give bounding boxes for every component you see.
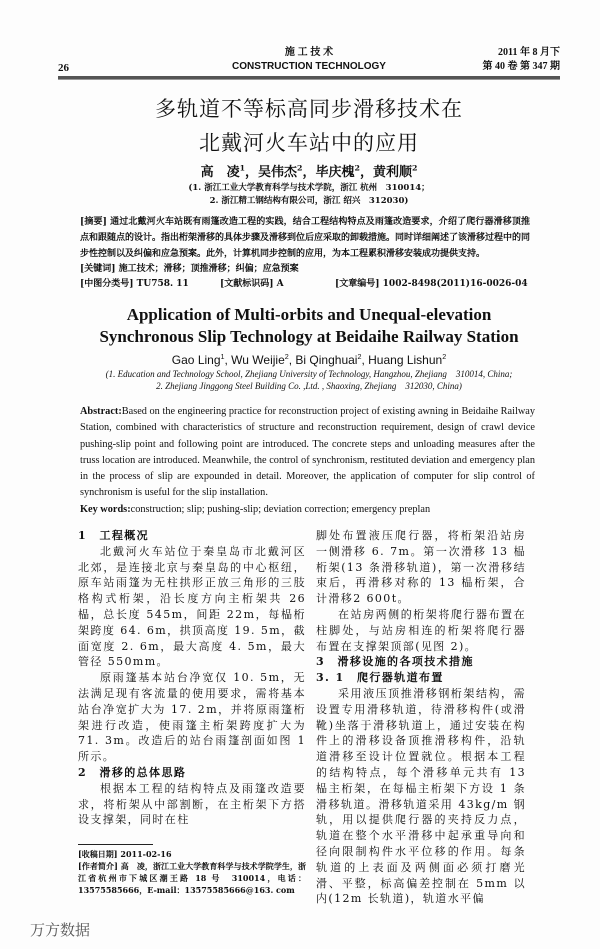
issue-volume: 第 40 卷 第 347 期 xyxy=(482,61,560,72)
abstract-en xyxy=(80,404,535,518)
section-heading: 2 滑移的总体思路 xyxy=(78,766,187,780)
author-sup: 2 xyxy=(357,352,362,361)
keywords-en-label: Key words: xyxy=(80,503,131,515)
keywords-cn-label: [关键词] xyxy=(80,264,116,274)
clc-label: [中图分类号] xyxy=(80,279,134,289)
abstract-en-text: Based on the engineering practice for reconstruction project of existing awning in Beidaihe Railway Station, combined with characteristics of structure and reconstruction requirement, design of crawl device pushing-slip point and following point are introduced. The concrete steps and unloading measures after the truss location are introduced. Meanwhile, the control of synchronism, restituted deviation and emergency plan in the process of slip are expounded in detail. Moreover, the application of computer for slip control of synchronism is useful for the slip installation. xyxy=(80,406,535,499)
author: 毕庆槐 xyxy=(315,165,355,180)
author-bio-label: [作者简介] xyxy=(78,861,118,872)
keywords-en-text: construction; slip; pushing-slip; deviation correction; emergency preplan xyxy=(130,503,431,515)
author: Wu Weijie xyxy=(231,353,285,367)
journal-name-cn: 施 工 技 术 xyxy=(284,47,334,58)
classification-row xyxy=(80,277,530,292)
title-en-line: Application of Multi-orbits and Unequal-elevation xyxy=(126,305,492,324)
author: Gao Ling xyxy=(171,353,221,367)
section-heading: 1 工程概况 xyxy=(78,529,150,543)
abstract-cn xyxy=(80,214,530,262)
author-bio: 高 凌，浙江工业大学教育科学与技术学院学生，浙江省杭州市下城区潮王路 18 号 310014，电话：13575585666，E-mail：13575585666@163. com xyxy=(78,861,306,896)
article-no-value: 1002-8498(2011)16-0026-04 xyxy=(382,279,528,289)
author-sup: 1 xyxy=(220,352,225,361)
author-sup: 1 xyxy=(239,163,246,173)
author: 黄利顺 xyxy=(372,165,412,180)
footnote xyxy=(78,848,306,896)
received-label: [收稿日期] xyxy=(78,849,118,860)
title-cn xyxy=(58,92,560,160)
doc-code-label: [文献标识码] xyxy=(220,279,274,289)
header-rule xyxy=(58,76,560,80)
issue-date: 2011 年 8 月下 xyxy=(498,47,560,58)
affiliation-en: 2. Zhejiang Jinggong Steel Building Co. ,Ltd. , Shaoxing, Zhejiang 312030, China) xyxy=(156,381,462,391)
clc-value: TU758. 11 xyxy=(136,279,189,289)
author-sup: 2 xyxy=(442,352,447,361)
subsection-heading: 3. 1 爬行器轨道布置 xyxy=(316,671,444,685)
paragraph: 北戴河火车站位于秦皇岛市北戴河区北郊，是连接北京与秦皇岛的中心枢纽，原车站雨篷为无柱拱形正放三角形的三肢格构式桁架，沿长度方向主桁架共 26 榀，总长度 545m，间距 22m，每榀桁架跨度 64. 6m，拱顶高度 19. 5m，截面宽度 2. 6m，最大高度 4. 5m，最大管径 550mm。 xyxy=(78,544,306,669)
paragraph: 脚处布置液压爬行器，将桁架沿站房一侧滑移 6. 7m。第一次滑移 13 榀桁架(13 条滑移轨道)，第一次滑移结束后，再滑移对称的 13 榀桁架，合计滑移2 600t。 xyxy=(316,529,526,606)
author-sup: 2 xyxy=(297,163,303,173)
abstract-cn-label: [摘要] xyxy=(80,217,107,227)
author-sup: 2 xyxy=(284,352,289,361)
received-date: 2011-02-16 xyxy=(120,849,172,860)
title-cn-line: 多轨道不等标高同步滑移技术在 xyxy=(155,97,463,121)
journal-name-en: CONSTRUCTION TECHNOLOGY xyxy=(232,61,386,72)
right-column xyxy=(316,528,526,907)
affiliation-en: (1. Education and Technology School, Zhejiang University of Technology, Hangzhou, Zhejiang 310014, China; xyxy=(105,369,513,379)
body-columns xyxy=(78,528,526,907)
abstract-en-label: Abstract: xyxy=(80,406,122,417)
author: 高 凌 xyxy=(200,165,240,180)
author: Huang Lishun xyxy=(368,353,443,367)
paragraph: 原雨篷基本站台净宽仅 10. 5m，无法满足现有客流量的使用要求，需将基本站台净宽扩大为 17. 2m，并将原雨篷桁架进行改造，使雨篷主桁架跨度扩大为 71. 3m。改造后的站台雨篷剖面如图 1 所示。 xyxy=(78,671,306,764)
section-heading: 3 滑移设施的各项技术措施 xyxy=(316,655,474,669)
footnote-rule xyxy=(78,844,153,845)
title-en xyxy=(58,304,560,348)
journal-name xyxy=(232,46,386,74)
author-sup: 2 xyxy=(354,163,360,173)
keywords-cn-text: 施工技术；滑移；顶推滑移；纠偏；应急预案 xyxy=(118,264,299,274)
article-no-label: [文章编号] xyxy=(335,279,380,289)
title-cn-line: 北戴河火车站中的应用 xyxy=(199,131,419,155)
issue-info xyxy=(440,46,560,74)
paragraph: 根据本工程的结构特点及雨篷改造要求，将桁架从中部割断，在主桁架下方搭设支撑架，同时在柱 xyxy=(78,781,306,827)
keywords-cn xyxy=(80,262,530,277)
affiliation-cn: 2. 浙江精工钢结构有限公司，浙江 绍兴 312030) xyxy=(209,196,409,206)
author: 吴伟杰 xyxy=(258,165,298,180)
paragraph: 采用液压顶推滑移钢桁架结构，需设置专用滑移轨道，待滑移构件(或滑靴)坐落于滑移轨道上，通过安装在构件上的滑移设备顶推滑移构件，沿轨道滑移至设计位置就位。根据本工程的结构特点，每个滑移单元共有 13 榀主桁架，在每榀主桁架下方设 1 条滑移轨道。滑移轨道采用 43kg/m 钢轨，用以提供爬行器的夹持反力点，轨道在整个水平滑移中起承重导向和径向限制构件水平位移的作用。每条轨道的上表面及两侧面必须打磨光滑、平整，标高偏差控制在 5mm 以内(12m 长轨道)，轨道水平偏 xyxy=(316,687,526,906)
affiliation-cn: (1. 浙江工业大学教育科学与技术学院，浙江 杭州 310014； xyxy=(188,183,430,193)
left-column xyxy=(78,528,306,907)
title-en-line: Synchronous Slip Technology at Beidaihe Railway Station xyxy=(99,327,519,346)
authors-en: Gao Ling$^1$, Wu Weijie$^2$, Bi Qinghuai$^2$, Huang Lishun$^2$ xyxy=(171,352,447,367)
author-sup: 2 xyxy=(411,163,418,173)
abstract-cn-text: 通过北戴河火车站既有雨篷改造工程的实践，结合工程结构特点及雨篷改造要求，介绍了爬行器滑移顶推点和跟随点的设计。指出桁架滑移的具体步骤及滑移到位后应采取的卸载措施。同时详细阐述了该滑移过程中的同步性控制以及纠偏和应急预案。此外，计算机同步控制的应用，为本工程累积滑移安装成功提供支持。 xyxy=(80,217,531,259)
running-header xyxy=(58,44,560,74)
authors-cn: 高 凌$^1$，吴伟杰$^2$，毕庆槐$^2$，黄利顺$^2$ xyxy=(200,163,418,180)
paragraph: 在站房两侧的桁架将爬行器布置在柱脚处，与站房相连的桁架将爬行器布置在支撑架顶部(见图 2)。 xyxy=(316,608,526,653)
watermark: 万方数据 xyxy=(30,922,91,940)
doc-code-value: A xyxy=(276,279,284,289)
author: Bi Qinghuai xyxy=(295,353,358,367)
page-number: 26 xyxy=(58,62,69,74)
